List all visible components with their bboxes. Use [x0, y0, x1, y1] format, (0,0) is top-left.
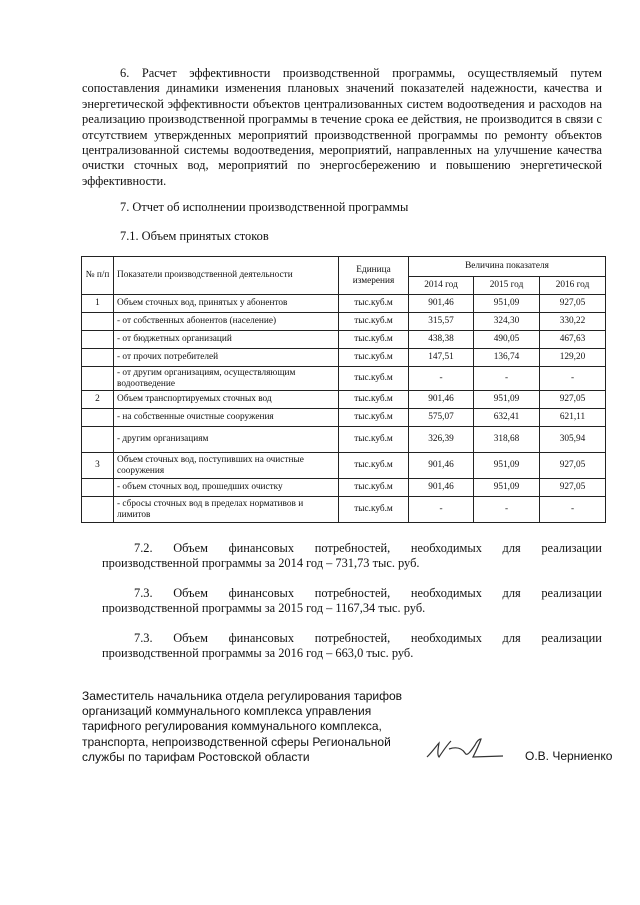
row-unit: тыс.куб.м [339, 409, 409, 427]
header-indicator: Показатели производственной деятельности [114, 257, 339, 295]
table-row [82, 391, 606, 409]
finance-paragraph [102, 541, 602, 572]
finance-line-2: производственной программы за 2015 год – 1167,34 тыс. руб. [102, 601, 426, 616]
row-value-2014: 575,07 [409, 409, 474, 427]
row-num [82, 349, 114, 367]
row-num [82, 367, 114, 391]
row-value-2016: 927,05 [540, 391, 606, 409]
section-7-1-heading: 7.1. Объем принятых стоков [120, 229, 269, 243]
row-value-2014: 147,51 [409, 349, 474, 367]
row-value-2015: 951,09 [474, 391, 540, 409]
header-num: № п/п [82, 257, 114, 295]
row-value-2016: 129,20 [540, 349, 606, 367]
row-indicator: Объем сточных вод, поступивших на очистные сооружения [114, 453, 339, 479]
finance-paragraph [102, 586, 602, 617]
table-row [82, 497, 606, 523]
row-indicator: - другим организациям [114, 427, 339, 453]
row-value-2015: - [474, 497, 540, 523]
row-value-2016: 467,63 [540, 331, 606, 349]
header-2015: 2015 год [474, 277, 540, 295]
row-value-2015: - [474, 367, 540, 391]
finance-word: потребностей, [314, 631, 391, 645]
finance-word: финансовых [228, 631, 295, 645]
row-indicator: - сбросы сточных вод в пределах нормативов и лимитов [114, 497, 339, 523]
row-value-2015: 324,30 [474, 313, 540, 331]
row-value-2014: 315,57 [409, 313, 474, 331]
section-7-heading: 7. Отчет об исполнении производственной программы [120, 200, 409, 214]
row-indicator: Объем транспортируемых сточных вод [114, 391, 339, 409]
finance-word: необходимых [410, 631, 482, 645]
signatory-line: организаций коммунального комплекса управления [82, 704, 372, 719]
row-num [82, 497, 114, 523]
signatory-name: О.В. Черниенко [525, 749, 613, 763]
row-value-2015: 951,09 [474, 295, 540, 313]
row-value-2015: 136,74 [474, 349, 540, 367]
table-row [82, 313, 606, 331]
row-indicator: - от прочих потребителей [114, 349, 339, 367]
table-row [82, 427, 606, 453]
table-row [82, 409, 606, 427]
header-value: Величина показателя [409, 257, 606, 277]
row-num: 3 [82, 453, 114, 479]
signatory-line: службы по тарифам Ростовской области [82, 749, 310, 764]
row-indicator: Объем сточных вод, принятых у абонентов [114, 295, 339, 313]
row-value-2014: 901,46 [409, 479, 474, 497]
row-value-2016: - [540, 497, 606, 523]
row-value-2014: 901,46 [409, 295, 474, 313]
finance-word: реализации [541, 541, 602, 555]
row-unit: тыс.куб.м [339, 427, 409, 453]
finance-word: реализации [541, 631, 602, 645]
finance-word: потребностей, [314, 541, 391, 555]
row-num [82, 331, 114, 349]
header-2016: 2016 год [540, 277, 606, 295]
table-row [82, 479, 606, 497]
finance-line-2: производственной программы за 2016 год – 663,0 тыс. руб. [102, 646, 414, 661]
row-value-2016: 927,05 [540, 479, 606, 497]
row-unit: тыс.куб.м [339, 313, 409, 331]
section-6-paragraph: 6. Расчет эффективности производственной программы, осуществляемый путем сопоставления динамики изменения плановых значений показателей надежности, качества и энергетической эффективности объектов централизованных систем водоотведения и расходов на реализацию производственной программы в течение срока ее действия, не производится в связи с отсутствием утвержденных мероприятий производственной программы по ремонту объектов централизованной системы водоотведения, мероприятий, направленных на улучшение качества очистки сточных вод, мероприятий по энергосбережению и повышению энергетической эффективности. [82, 66, 602, 188]
handwritten-signature [425, 735, 505, 765]
signatory-line: транспорта, непроизводственной сферы Региональной [82, 734, 391, 749]
wastewater-volume-table [81, 256, 606, 523]
finance-word: реализации [541, 586, 602, 600]
finance-paragraph [102, 631, 602, 662]
finance-word: для [502, 541, 521, 555]
row-indicator: - от другим организациям, осуществляющим водоотведение [114, 367, 339, 391]
signatory-line: Заместитель начальника отдела регулирования тарифов [82, 689, 403, 703]
table-row [82, 331, 606, 349]
row-value-2014: - [409, 367, 474, 391]
row-indicator: - от бюджетных организаций [114, 331, 339, 349]
row-value-2015: 951,09 [474, 453, 540, 479]
row-value-2016: 305,94 [540, 427, 606, 453]
finance-word: Объем [173, 631, 208, 645]
row-num: 2 [82, 391, 114, 409]
row-value-2014: 901,46 [409, 391, 474, 409]
row-unit: тыс.куб.м [339, 295, 409, 313]
finance-word: потребностей, [314, 586, 391, 600]
row-unit: тыс.куб.м [339, 479, 409, 497]
row-value-2014: 326,39 [409, 427, 474, 453]
finance-word: 7.3. [134, 631, 153, 645]
finance-word: финансовых [228, 586, 295, 600]
finance-word: для [502, 631, 521, 645]
row-value-2016: 621,11 [540, 409, 606, 427]
finance-word: Объем [173, 541, 208, 555]
row-value-2015: 318,68 [474, 427, 540, 453]
row-num [82, 313, 114, 331]
row-num [82, 427, 114, 453]
row-num: 1 [82, 295, 114, 313]
row-num [82, 479, 114, 497]
row-value-2015: 632,41 [474, 409, 540, 427]
finance-line-2: производственной программы за 2014 год – 731,73 тыс. руб. [102, 556, 420, 571]
row-value-2014: 901,46 [409, 453, 474, 479]
table-row [82, 295, 606, 313]
row-value-2016: - [540, 367, 606, 391]
row-indicator: - на собственные очистные сооружения [114, 409, 339, 427]
finance-word: финансовых [228, 541, 295, 555]
row-value-2016: 927,05 [540, 295, 606, 313]
row-unit: тыс.куб.м [339, 453, 409, 479]
finance-word: 7.2. [134, 541, 153, 555]
row-unit: тыс.куб.м [339, 349, 409, 367]
row-unit: тыс.куб.м [339, 331, 409, 349]
finance-word: необходимых [410, 541, 482, 555]
row-value-2016: 927,05 [540, 453, 606, 479]
row-unit: тыс.куб.м [339, 367, 409, 391]
row-unit: тыс.куб.м [339, 391, 409, 409]
finance-word: необходимых [410, 586, 482, 600]
row-value-2014: - [409, 497, 474, 523]
row-value-2016: 330,22 [540, 313, 606, 331]
row-indicator: - объем сточных вод, прошедших очистку [114, 479, 339, 497]
finance-word: для [502, 586, 521, 600]
row-value-2015: 951,09 [474, 479, 540, 497]
row-unit: тыс.куб.м [339, 497, 409, 523]
table-row [82, 349, 606, 367]
row-indicator: - от собственных абонентов (население) [114, 313, 339, 331]
signatory-line: тарифного регулирования коммунального комплекса, [82, 719, 382, 734]
signatory-position [82, 689, 402, 765]
finance-word: Объем [173, 586, 208, 600]
table-row [82, 453, 606, 479]
table-row [82, 367, 606, 391]
row-value-2015: 490,05 [474, 331, 540, 349]
row-value-2014: 438,38 [409, 331, 474, 349]
header-unit: Единица измерения [339, 257, 409, 295]
finance-word: 7.3. [134, 586, 153, 600]
row-num [82, 409, 114, 427]
header-2014: 2014 год [409, 277, 474, 295]
